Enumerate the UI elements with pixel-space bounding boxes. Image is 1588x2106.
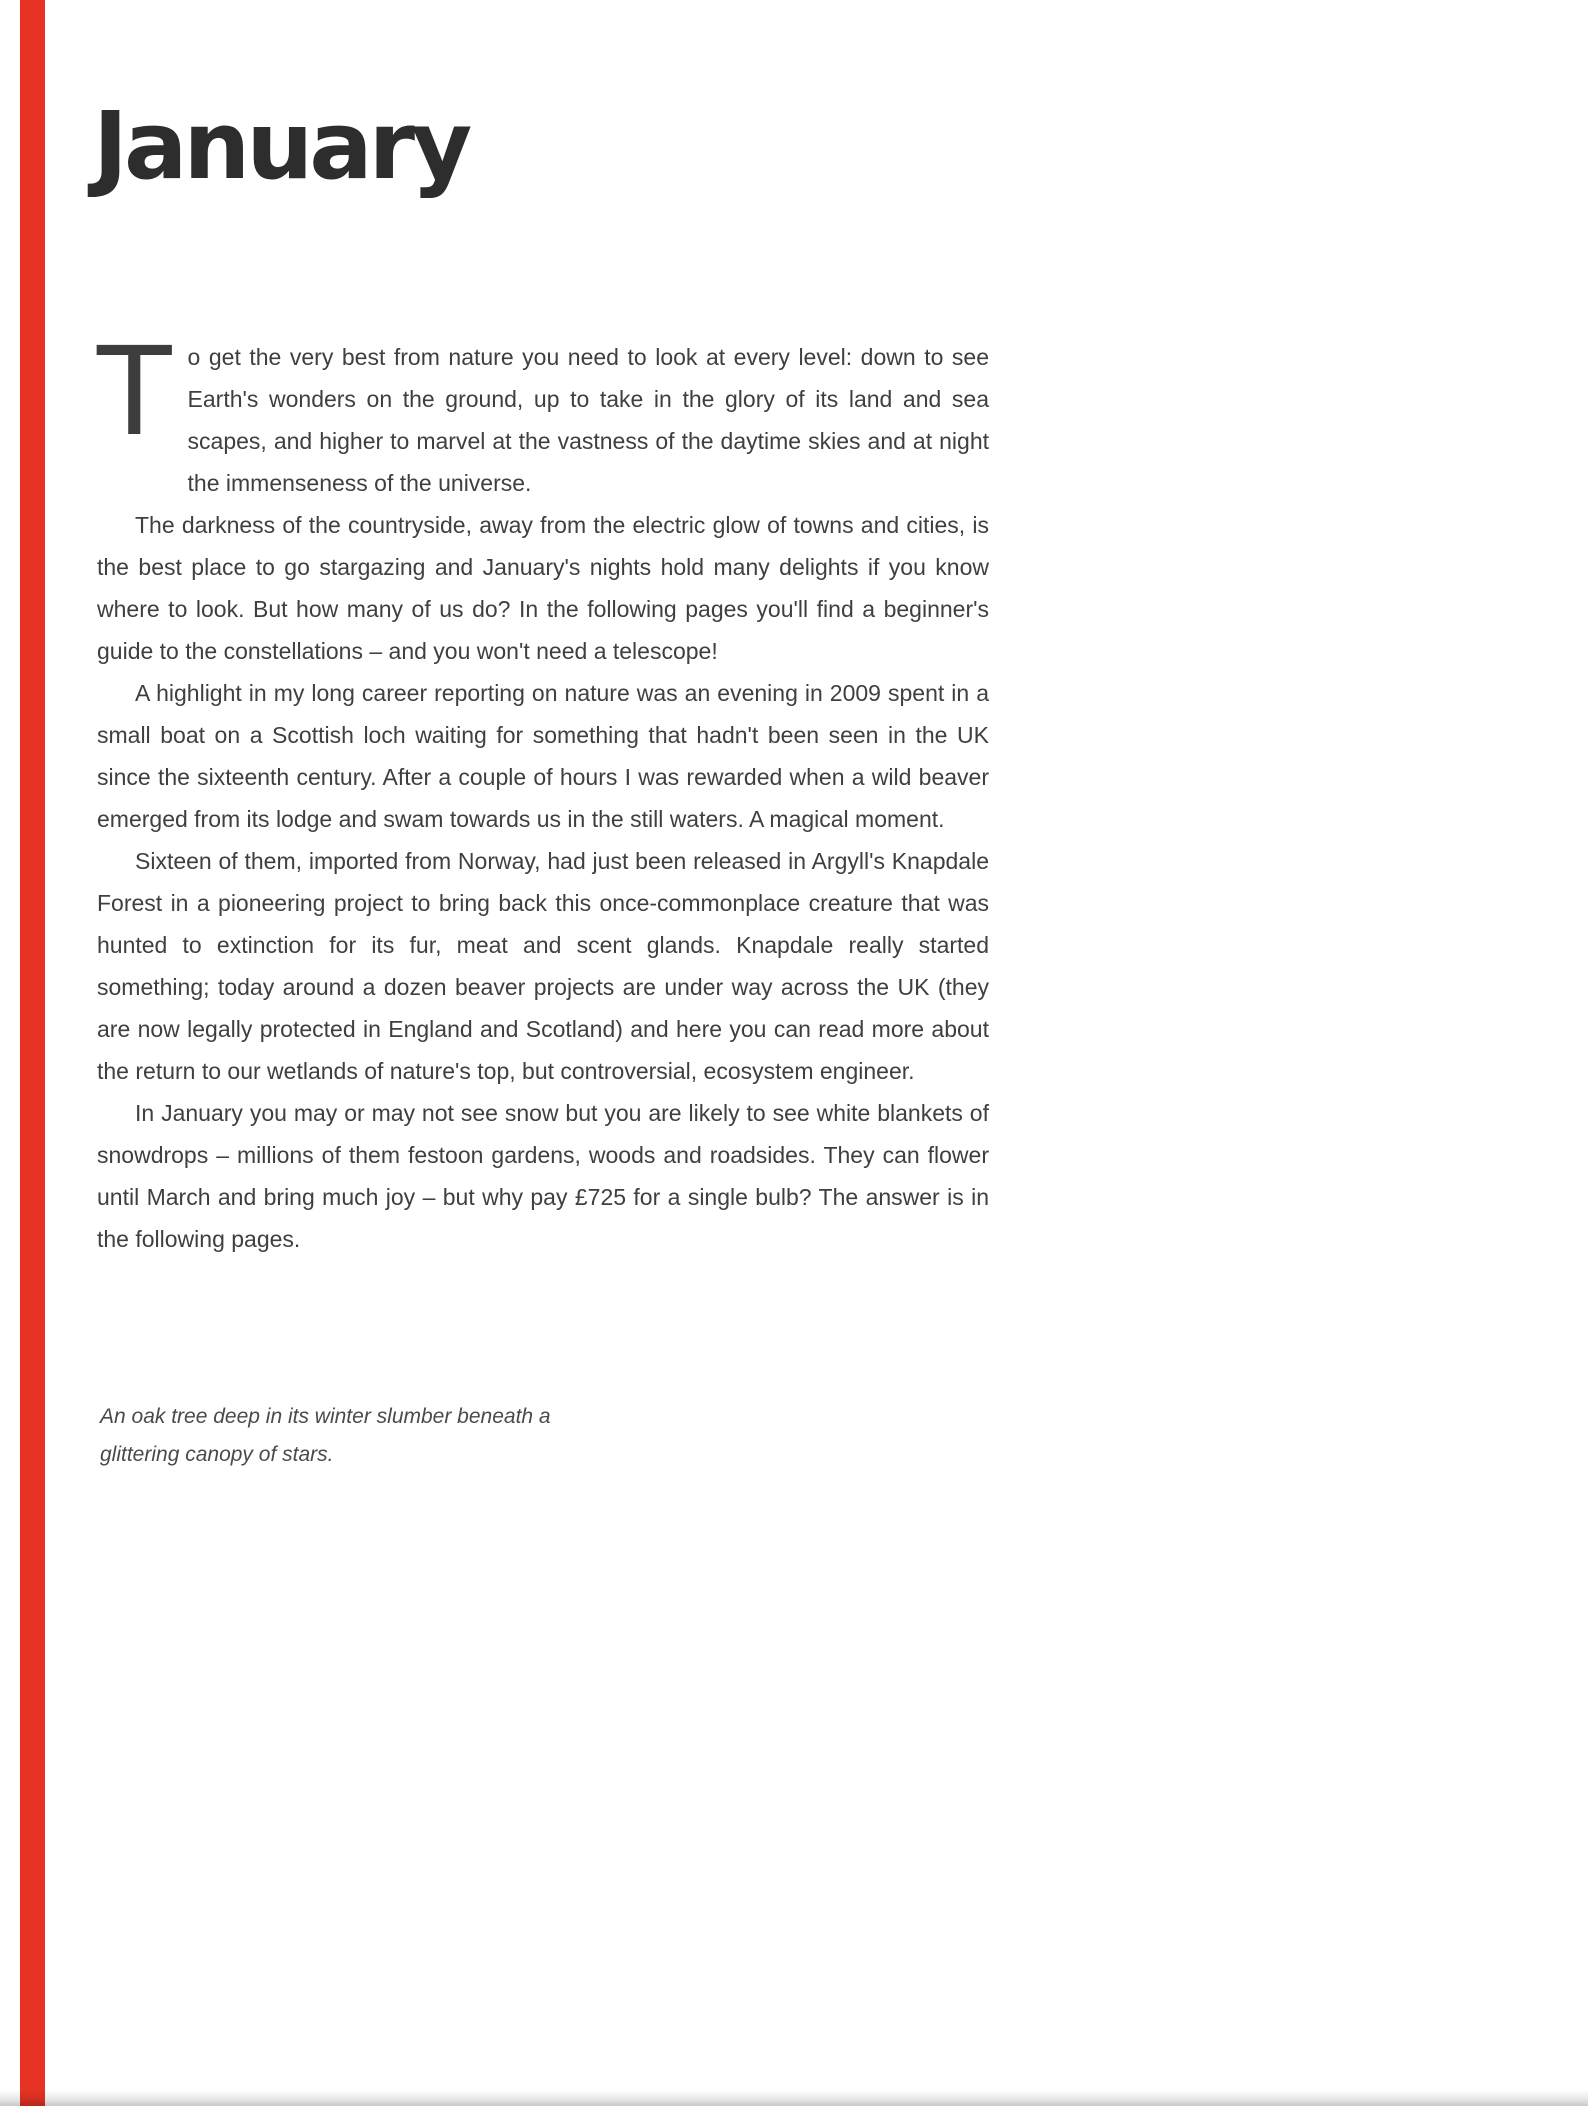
body-paragraph: In January you may or may not see snow but you are likely to see white blankets of snowdrops – millions of them festoon gardens, woods and roadsides. They can flower until March and bring much joy – but why pay £725 for a single bulb? The answer is in the following pages.	[97, 1100, 989, 1252]
body-paragraph: Sixteen of them, imported from Norway, had just been released in Argyll's Knapdale Forest in a pioneering project to bring back this once-commonplace creature that was hunted to extinction for its fur, meat and scent glands. Knapdale really started something; today around a dozen beaver projects are under way across the UK (they are now legally protected in England and Scotland) and here you can read more about the return to our wetlands of nature's top, but controversial, ecosystem engineer.	[97, 848, 989, 1084]
opening-paragraph-text: o get the very best from nature you need to look at every level: down to see Earth's wonders on the ground, up to take in the glory of its land and sea scapes, and higher to marvel at the vastness of the daytime skies and at night the immenseness of the universe.	[187, 344, 989, 496]
chapter-title: January	[93, 92, 469, 201]
body-paragraph-opening	[97, 321, 989, 504]
body-paragraph: A highlight in my long career reporting on nature was an evening in 2009 spent in a small boat on a Scottish loch waiting for something that hadn't been seen in the UK since the sixteenth century. After a couple of hours I was rewarded when a wild beaver emerged from its lodge and swam towards us in the still waters. A magical moment.	[97, 680, 989, 832]
photo-caption: An oak tree deep in its winter slumber beneath a glittering canopy of stars.	[100, 1405, 551, 1466]
page-edge-shadow	[0, 2090, 1588, 2106]
body-paragraph: The darkness of the countryside, away from the electric glow of towns and cities, is the best place to go stargazing and January's nights hold many delights if you know where to look. But how many of us do? In the following pages you'll find a beginner's guide to the constellations – and you won't need a telescope!	[97, 512, 989, 664]
drop-cap: T	[97, 321, 172, 463]
spine-accent-bar	[20, 0, 45, 2106]
body-copy	[97, 321, 989, 1260]
